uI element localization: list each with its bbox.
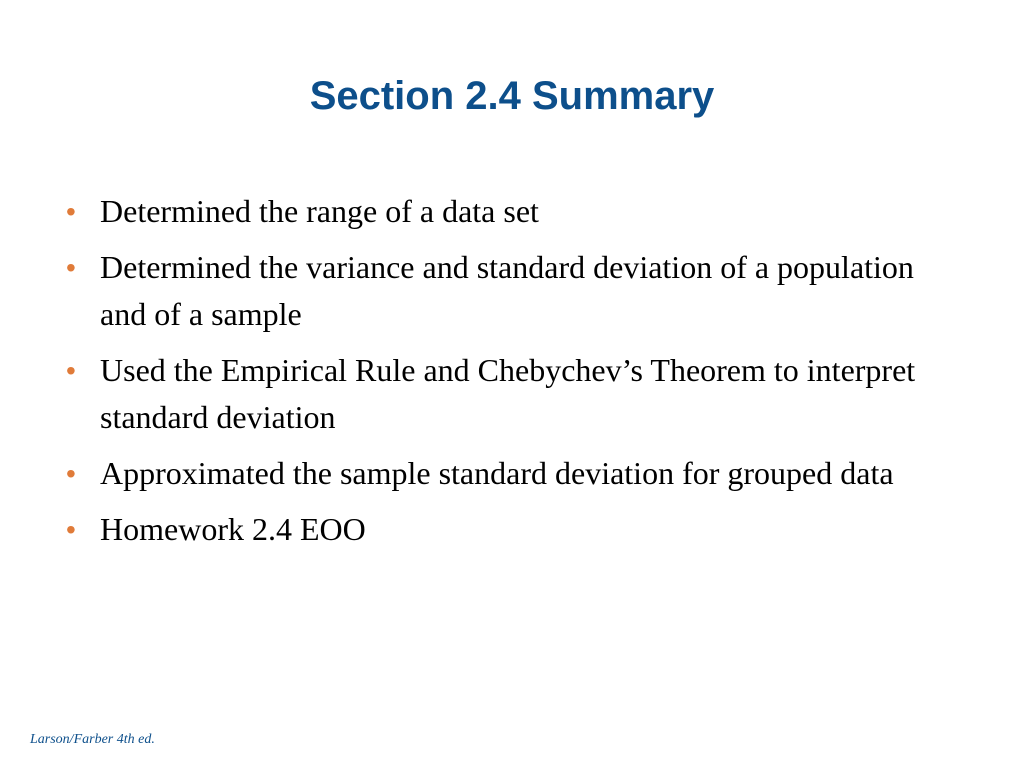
bullet-item (66, 506, 946, 553)
bullet-text: Used the Empirical Rule and Chebychev’s Theorem to interpret standard deviation (100, 352, 916, 435)
bullet-item (66, 450, 946, 497)
bullet-item (66, 188, 946, 235)
bullet-text: Determined the variance and standard deviation of a population and of a sample (100, 249, 914, 332)
bullet-list (66, 188, 946, 562)
slide-title: Section 2.4 Summary (309, 74, 715, 118)
bullet-icon: • (66, 355, 76, 386)
bullet-icon: • (66, 458, 76, 489)
bullet-text: Determined the range of a data set (100, 193, 539, 229)
bullet-icon: • (66, 514, 76, 545)
bullet-text: Approximated the sample standard deviation for grouped data (100, 455, 894, 491)
bullet-item (66, 244, 946, 338)
bullet-item (66, 347, 946, 441)
bullet-icon: • (66, 196, 76, 227)
footer-citation: Larson/Farber 4th ed. (30, 732, 155, 747)
bullet-text: Homework 2.4 EOO (100, 511, 366, 547)
bullet-icon: • (66, 252, 76, 283)
